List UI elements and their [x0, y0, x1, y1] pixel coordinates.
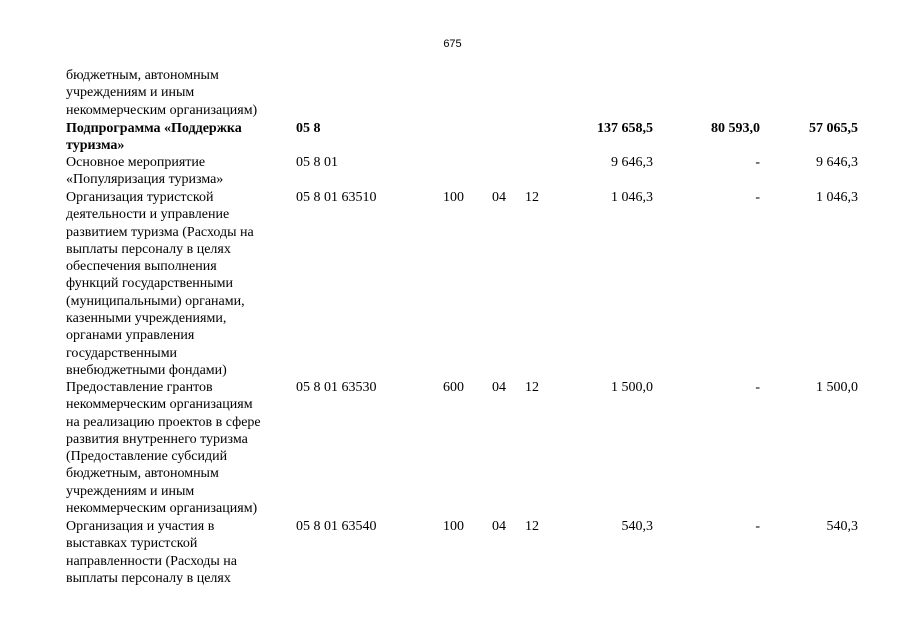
row-expense-type: 600 — [443, 380, 464, 395]
row-expense-type: 100 — [443, 190, 464, 205]
row-amount-1: 137 658,5 — [597, 121, 653, 136]
row-section: 04 — [492, 190, 506, 205]
row-subsection: 12 — [525, 190, 539, 205]
row-description: Основное мероприятие «Популяризация туризма» — [66, 155, 224, 188]
row-description: бюджетным, автономным учреждениям и иным некоммерческим организациям) — [66, 68, 258, 118]
row-code: 05 8 01 63540 — [296, 519, 377, 534]
row-code: 05 8 01 — [296, 155, 338, 170]
row-amount-1: 1 046,3 — [611, 190, 653, 205]
row-amount-1: 540,3 — [621, 519, 653, 534]
row-amount-2: - — [755, 190, 760, 205]
row-amount-3: 540,3 — [826, 519, 858, 534]
row-description: Подпрограмма «Поддержка туризма» — [66, 121, 242, 154]
row-subsection: 12 — [525, 380, 539, 395]
row-description: Предоставление грантов некоммерческим организациям на реализацию проектов в сфере развития внутреннего туризма (Предоставление субсидий бюджетным, автономным учреждениям и иным некоммерческим организациям) — [66, 380, 261, 517]
row-amount-1: 1 500,0 — [611, 380, 653, 395]
row-amount-2: - — [755, 519, 760, 534]
row-amount-3: 9 646,3 — [816, 155, 858, 170]
row-amount-3: 57 065,5 — [809, 121, 858, 136]
row-code: 05 8 — [296, 121, 321, 136]
row-amount-3: 1 046,3 — [816, 190, 858, 205]
row-amount-3: 1 500,0 — [816, 380, 858, 395]
row-code: 05 8 01 63510 — [296, 190, 377, 205]
row-description: Организация и участия в выставках туристской направленности (Расходы на выплаты персоналу в целях — [66, 519, 238, 586]
row-amount-1: 9 646,3 — [611, 155, 653, 170]
row-subsection: 12 — [525, 519, 539, 534]
row-amount-2: 80 593,0 — [711, 121, 760, 136]
page-number: 675 — [443, 38, 462, 50]
row-section: 04 — [492, 380, 506, 395]
row-code: 05 8 01 63530 — [296, 380, 377, 395]
row-description: Организация туристской деятельности и управление развитием туризма (Расходы на выплаты персоналу в целях обеспечения выполнения функций государственными (муниципальными) органами, казенными учреждениями, органами управления государственными внебюджетными фондами) — [66, 190, 254, 378]
row-amount-2: - — [755, 380, 760, 395]
row-expense-type: 100 — [443, 519, 464, 534]
row-section: 04 — [492, 519, 506, 534]
row-amount-2: - — [755, 155, 760, 170]
